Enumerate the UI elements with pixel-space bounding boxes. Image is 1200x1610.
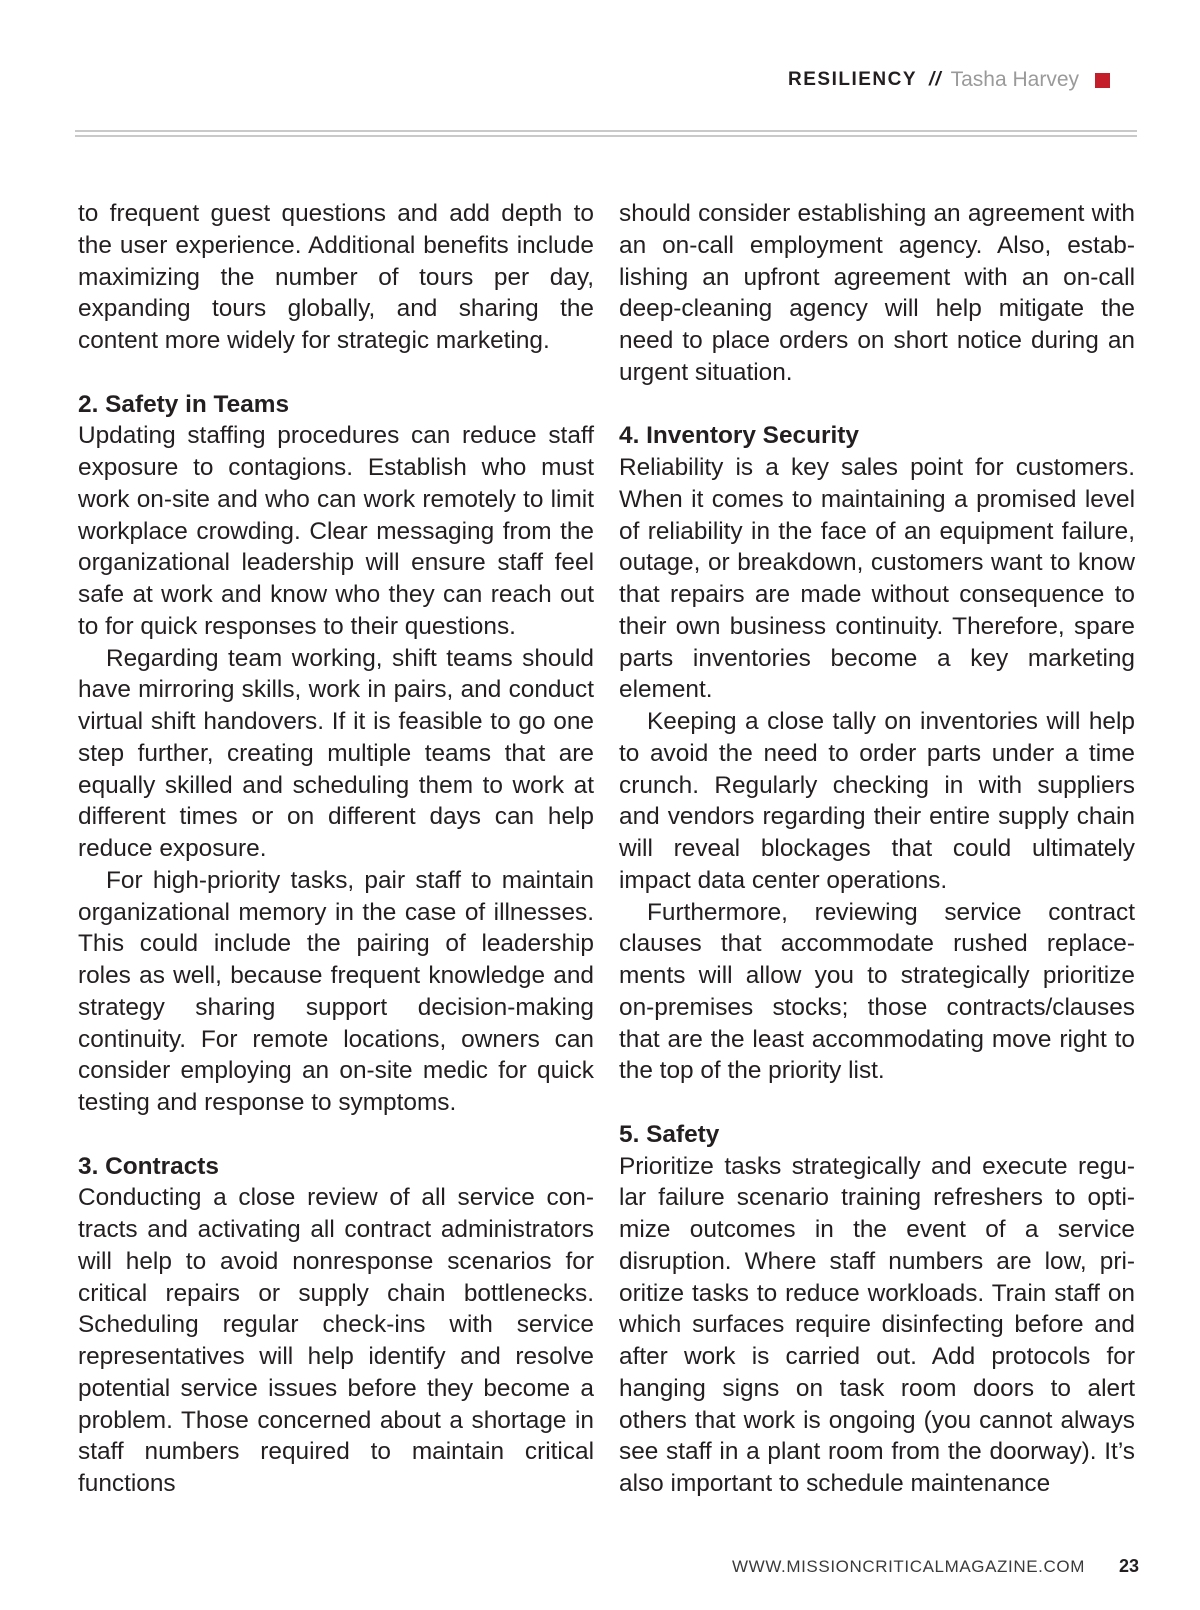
section-heading-inventory-security: 4. Inventory Security [619,422,859,450]
continuation-paragraph: should consider establishing an agreement with an on-call employment agency. Also, establishing an upfront agreement with an on-call deep-cleaning agency will help mitigate the need to place orders on short notice during an urgent situation. [619,200,1135,386]
paragraph: Prioritize tasks strategically and execute regular failure scenario training refreshers to optimize outcomes in the event of a service disruption. Where staff numbers are low, prioritize tasks to reduce workloads. Train staff on which surfaces require disinfecting before and after work is carried out. Add protocols for hanging signs on task room doors to alert others that work is ongoing (you cannot always see staff in a plant room from the doorway). It’s also important to schedule maintenance [619,1152,1135,1497]
section-name: RESILIENCY [788,69,918,90]
left-column [78,198,594,1500]
header-divider-top [75,130,1137,132]
intro-paragraph: to frequent guest questions and add depth to the user experience. Additional benefits include maximizing the number of tours per day, expanding tours globally, and sharing the content more widely for strategic marketing. [78,200,594,354]
section-heading-contracts: 3. Contracts [78,1152,219,1180]
page-number: 23 [1118,1556,1139,1576]
header-separator: // [929,69,942,90]
paragraph: Keeping a close tally on inventories will help to avoid the need to order parts under a time crunch. Regularly checking in with suppliers and vendors regarding their entire supply chain will reveal blockages that could ultimately impact data center operations. [619,708,1135,894]
right-column [619,198,1135,1500]
header-divider-bottom [75,135,1137,137]
page-footer [732,1556,1139,1577]
section-heading-safety: 5. Safety [619,1120,720,1148]
running-header [788,68,1110,92]
paragraph: Furthermore, reviewing service contract clauses that accommodate rushed replacements will allow you to strategically prioritize on-premises stocks; those contracts/clauses that are the least accommodating move right to the top of the priority list. [619,898,1135,1085]
red-square-icon [1095,73,1110,88]
paragraph: Reliability is a key sales point for customers. When it comes to maintaining a promised level of reliability in the face of an equipment failure, outage, or breakdown, customers want to know that repairs are made without consequence to their own business continuity. Therefore, spare parts inventories become a key marketing element. [619,454,1135,704]
paragraph: For high-priority tasks, pair staff to maintain organizational memory in the case of illnesses. This could include the pairing of leadership roles as well, because frequent knowledge and strategy sharing support decision-making continuity. For remote locations, owners can consider employing an on-site medic for quick testing and response to symptoms. [78,866,594,1116]
paragraph: Updating staffing procedures can reduce staff exposure to contagions. Establish who must work on-site and who can work remotely to limit workplace crowding. Clear messaging from the organizational leadership will ensure staff feel safe at work and know who they can reach out to for quick responses to their questions. [78,422,594,640]
magazine-url: WWW.MISSIONCRITICALMAGAZINE.COM [732,1557,1085,1576]
paragraph: Regarding team working, shift teams should have mirroring skills, work in pairs, and conduct virtual shift handovers. If it is feasible to go one step further, creating multiple teams that are equally skilled and scheduling them to work at different times or on different days can help reduce exposure. [78,644,594,862]
paragraph: Conducting a close review of all service contracts and activating all contract administrators will help to avoid nonresponse scenarios for critical repairs or supply chain bottlenecks. Scheduling regular check-ins with service representatives will help identify and resolve potential service issues before they become a problem. Those concerned about a shortage in staff numbers required to maintain critical functions [78,1184,594,1497]
author-name: Tasha Harvey [950,68,1079,91]
section-heading-safety-in-teams: 2. Safety in Teams [78,390,290,418]
